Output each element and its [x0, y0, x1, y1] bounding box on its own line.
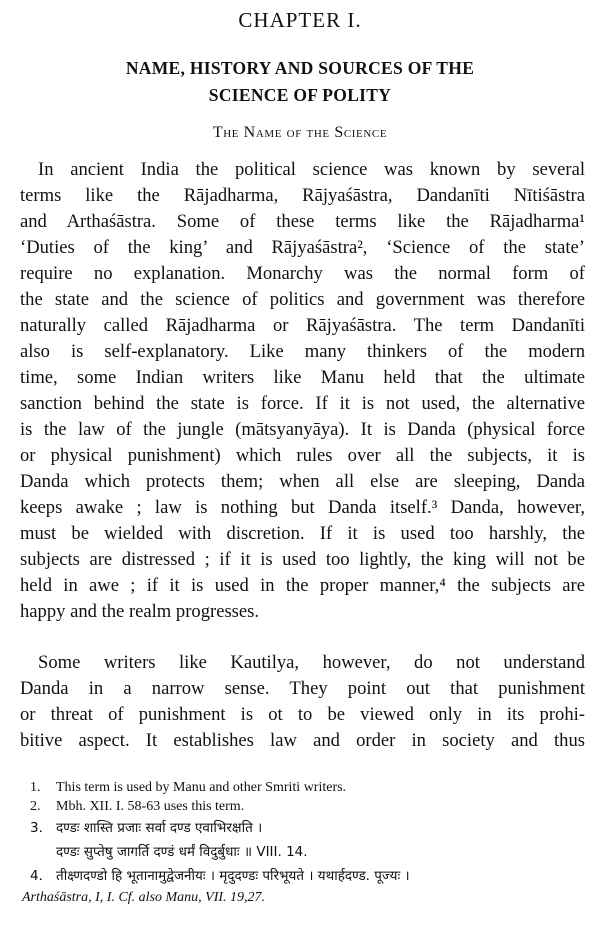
footnote-1 — [22, 778, 582, 797]
footnote-sanskrit-verse: दण्डः सुप्तेषु जागर्ति दण्डं धर्मं विदुर्बुधाः ॥ VIII. 14. — [56, 844, 308, 860]
chapter-heading: CHAPTER I. — [238, 8, 362, 32]
footnote-text: Mbh. XII. I. 58-63 uses this term. — [56, 799, 245, 814]
text-line: require no explanation. Monarchy was the normal form of — [20, 263, 585, 284]
footnote-4 — [22, 864, 582, 888]
text-line: naturally called Rājadharma or Rājyaśāstra. The term Dandanīti — [20, 315, 585, 336]
text-line: happy and the realm progresses. — [20, 601, 260, 622]
footnote-2 — [22, 797, 582, 816]
footnote-number: 3. — [30, 820, 43, 836]
text-line: terms like the Rājadharma, Rājyaśāstra, Dandanīti Nītiśāstra — [20, 185, 585, 206]
text-line: is the law of the jungle (mātsyanyāya). It is Danda (physical force — [20, 419, 585, 440]
footnotes — [22, 778, 582, 907]
footnote-number: 4. — [30, 868, 43, 884]
text-line: In ancient India the political science was known by several — [38, 159, 585, 180]
text-line: Danda which protects them; when all else are sleeping, Danda — [20, 471, 585, 492]
chapter-title — [40, 55, 560, 109]
text-line: the state and the science of politics and government was therefore — [20, 289, 585, 310]
footnote-source-text: Arthaśāstra, I, I. Cf. also Manu, VII. 19,27. — [22, 890, 266, 905]
footnote-4-source — [22, 888, 582, 907]
chapter-title-line-2: SCIENCE OF POLITY — [208, 85, 392, 105]
text-line: and Arthaśāstra. Some of these terms like the Rājadharma¹ — [20, 211, 585, 232]
footnote-text: This term is used by Manu and other Smriti writers. — [56, 780, 347, 795]
text-line: time, some Indian writers like Manu held that the ultimate — [20, 367, 585, 388]
footnote-number: 1. — [30, 780, 41, 795]
footnote-sanskrit-verse: दण्डः शास्ति प्रजाः सर्वा दण्ड एवाभिरक्षति । — [56, 820, 263, 836]
text-line: held in awe ; if it is used in the proper manner,⁴ the subjects are — [20, 575, 585, 596]
text-line: must be wielded with discretion. If it is used too harshly, the — [20, 523, 585, 544]
text-line: bitive aspect. It establishes law and order in society and thus — [20, 730, 585, 751]
paragraph-1 — [20, 157, 585, 625]
chapter-title-line-1: NAME, HISTORY AND SOURCES OF THE — [125, 58, 475, 78]
text-line: sanction behind the state is force. If it is not used, the alternative — [20, 393, 585, 414]
footnote-3 — [22, 816, 582, 840]
text-line: keeps awake ; law is nothing but Danda itself.³ Danda, however, — [20, 497, 585, 518]
footnote-sanskrit-verse: तीक्ष्णदण्डो हि भूतानामुद्वेजनीयः । मृदुदण्डः परिभूयते । यथार्हदण्ड. पूज्यः । — [56, 868, 410, 884]
text-line: or threat of punishment is ot to be viewed only in its prohi- — [20, 704, 585, 725]
footnote-number: 2. — [30, 799, 41, 814]
section-heading: The Name of the Science — [212, 124, 388, 141]
text-line: or physical punishment) which rules over all the subjects, it is — [20, 445, 585, 466]
text-line: subjects are distressed ; if it is used too lightly, the king will not be — [20, 549, 585, 570]
text-line: Danda in a narrow sense. They point out that punishment — [20, 678, 585, 699]
text-line: ‘Duties of the king’ and Rājyaśāstra², ‘Science of the state’ — [20, 237, 585, 258]
paragraph-2 — [20, 650, 585, 754]
text-line: Some writers like Kautilya, however, do not understand — [38, 652, 585, 673]
footnote-3-continued — [22, 840, 582, 864]
text-line: also is self-explanatory. Like many thinkers of the modern — [20, 341, 585, 362]
